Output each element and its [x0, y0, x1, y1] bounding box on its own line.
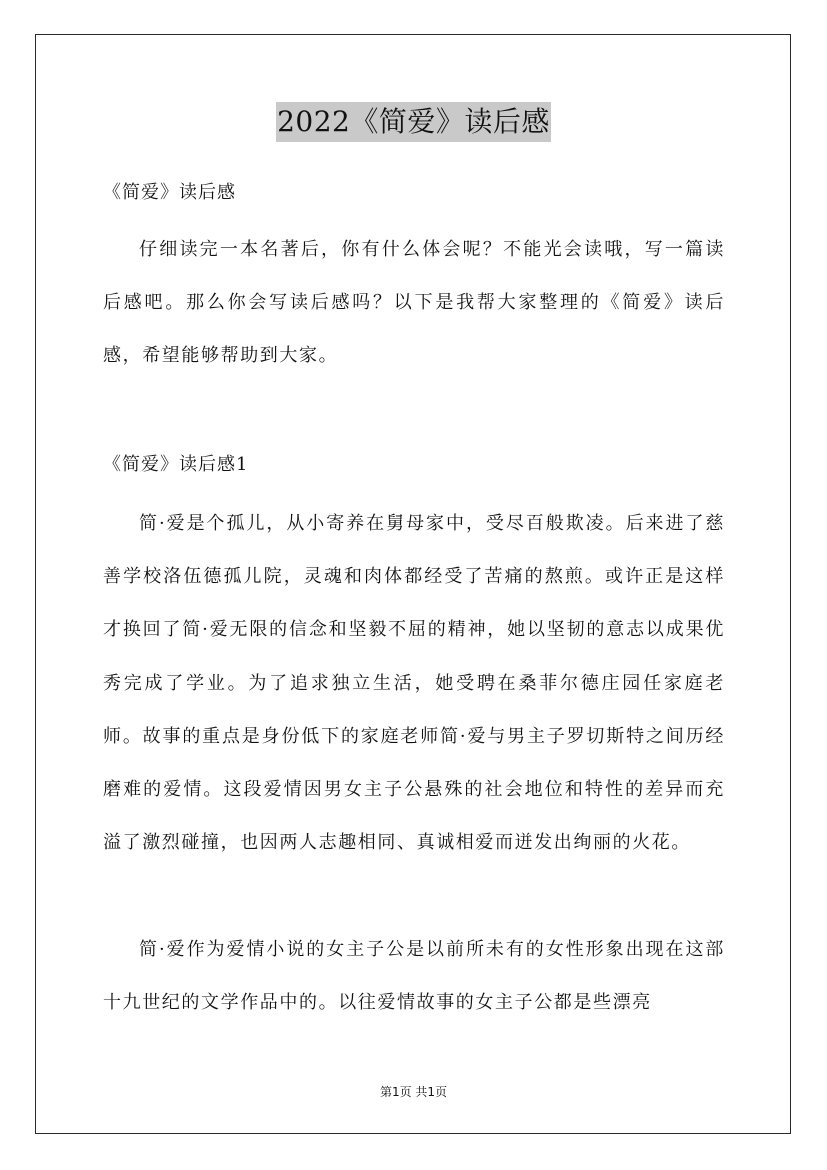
intro-paragraph: 仔细读完一本名著后，你有什么体会呢？不能光会读哦，写一篇读后感吧。那么你会写读后感吗？以下是我帮大家整理的《简爱》读后感，希望能够帮助到大家。 [103, 239, 725, 366]
page-number-footer: 第1页 共1页 [379, 1085, 448, 1099]
body-paragraph: 简·爱作为爱情小说的女主子公是以前所未有的女性形象出现在这部十九世纪的文学作品中的。以往爱情故事的女主子公都是些漂亮 [103, 939, 725, 1014]
document-title: 2022《简爱》读后感 [276, 102, 551, 142]
title-container [0, 102, 827, 142]
body-paragraph: 简·爱是个孤儿，从小寄养在舅母家中，受尽百般欺凌。后来进了慈善学校洛伍德孤儿院，灵魂和肉体都经受了苦痛的熬煎。或许正是这样才换回了简·爱无限的信念和坚毅不屈的精神，她以坚韧的意志以成果优秀完成了学业。为了追求独立生活，她受聘在桑菲尔德庄园任家庭老师。故事的重点是身份低下的家庭老师简·爱与男主子罗切斯特之间历经磨难的爱情。这段爱情因男女主子公悬殊的社会地位和特性的差异而充溢了激烈碰撞，也因两人志趣相同、真诚相爱而迸发出绚丽的火花。 [103, 513, 725, 854]
section-heading: 《简爱》读后感1 [103, 454, 249, 475]
intro-heading: 《简爱》读后感 [103, 182, 236, 203]
